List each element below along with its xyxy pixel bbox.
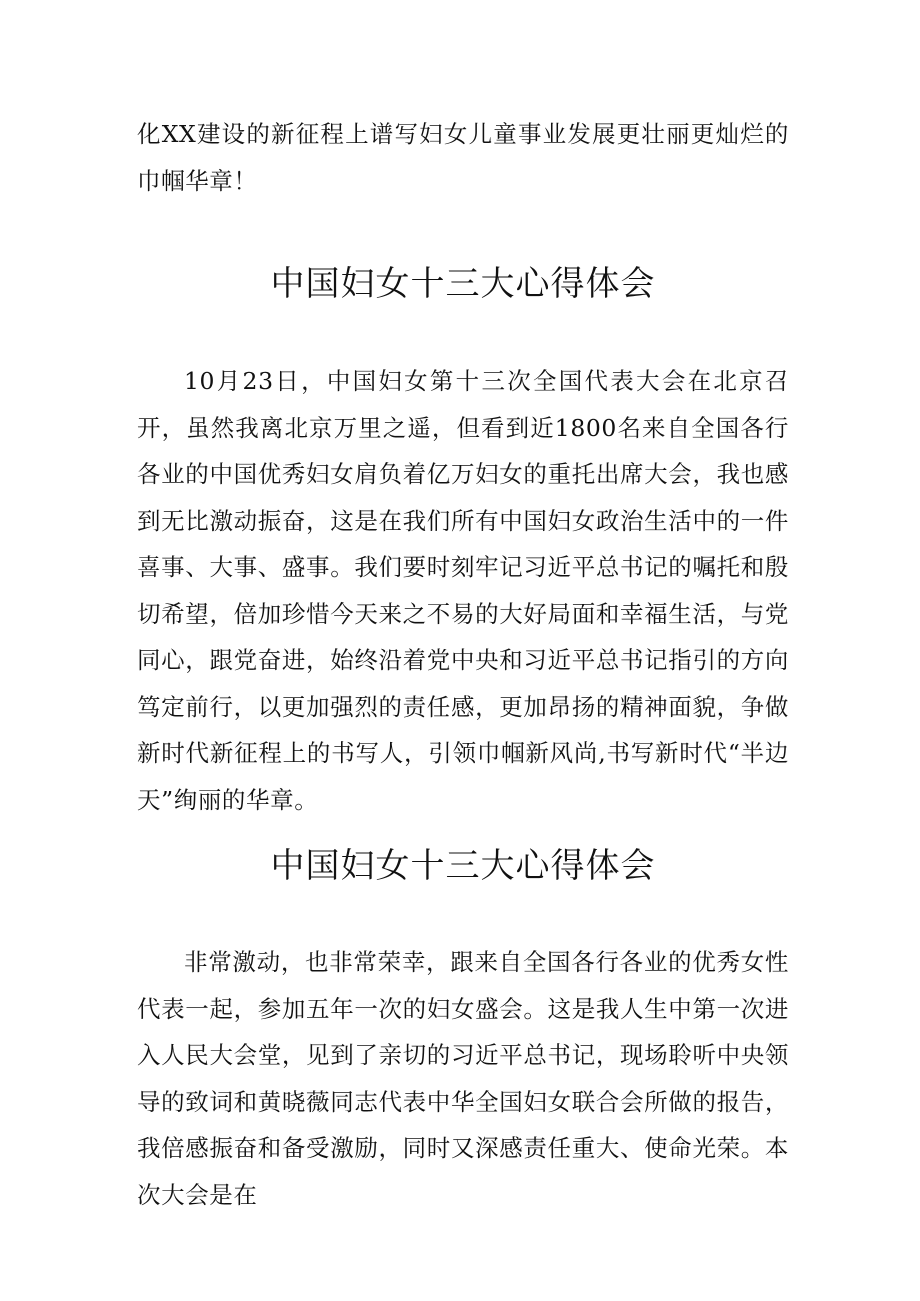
section-1-title: 中国妇女十三大心得体会 — [270, 264, 656, 304]
intro-paragraph: 化XX建设的新征程上谱写妇女儿童事业发展更壮丽更灿烂的巾帼华章！ — [137, 120, 789, 195]
section-2-title: 中国妇女十三大心得体会 — [270, 846, 656, 886]
section-1-body: 10月23日，中国妇女第十三次全国代表大会在北京召开，虽然我离北京万里之遥，但看到近1800名来自全国各行各业的中国优秀妇女肩负着亿万妇女的重托出席大会，我也感到无比激动振奋，这是在我们所有中国妇女政治生活中的一件喜事、大事、盛事。我们要时刻牢记习近平总书记的嘱托和殷切希望，倍加珍惜今天来之不易的大好局面和幸福生活，与党同心，跟党奋进，始终沿着党中央和习近平总书记指引的方向笃定前行，以更加强烈的责任感，更加昂扬的精神面貌，争做新时代新征程上的书写人，引领巾帼新风尚,书写新时代“半边天”绚丽的华章。 — [137, 367, 789, 814]
section-2-body: 非常激动，也非常荣幸，跟来自全国各行各业的优秀女性代表一起，参加五年一次的妇女盛会。这是我人生中第一次进入人民大会堂，见到了亲切的习近平总书记，现场聆听中央领导的致词和黄晓薇同志代表中华全国妇女联合会所做的报告，我倍感振奋和备受激励，同时又深感责任重大、使命光荣。本次大会是在 — [137, 948, 789, 1209]
